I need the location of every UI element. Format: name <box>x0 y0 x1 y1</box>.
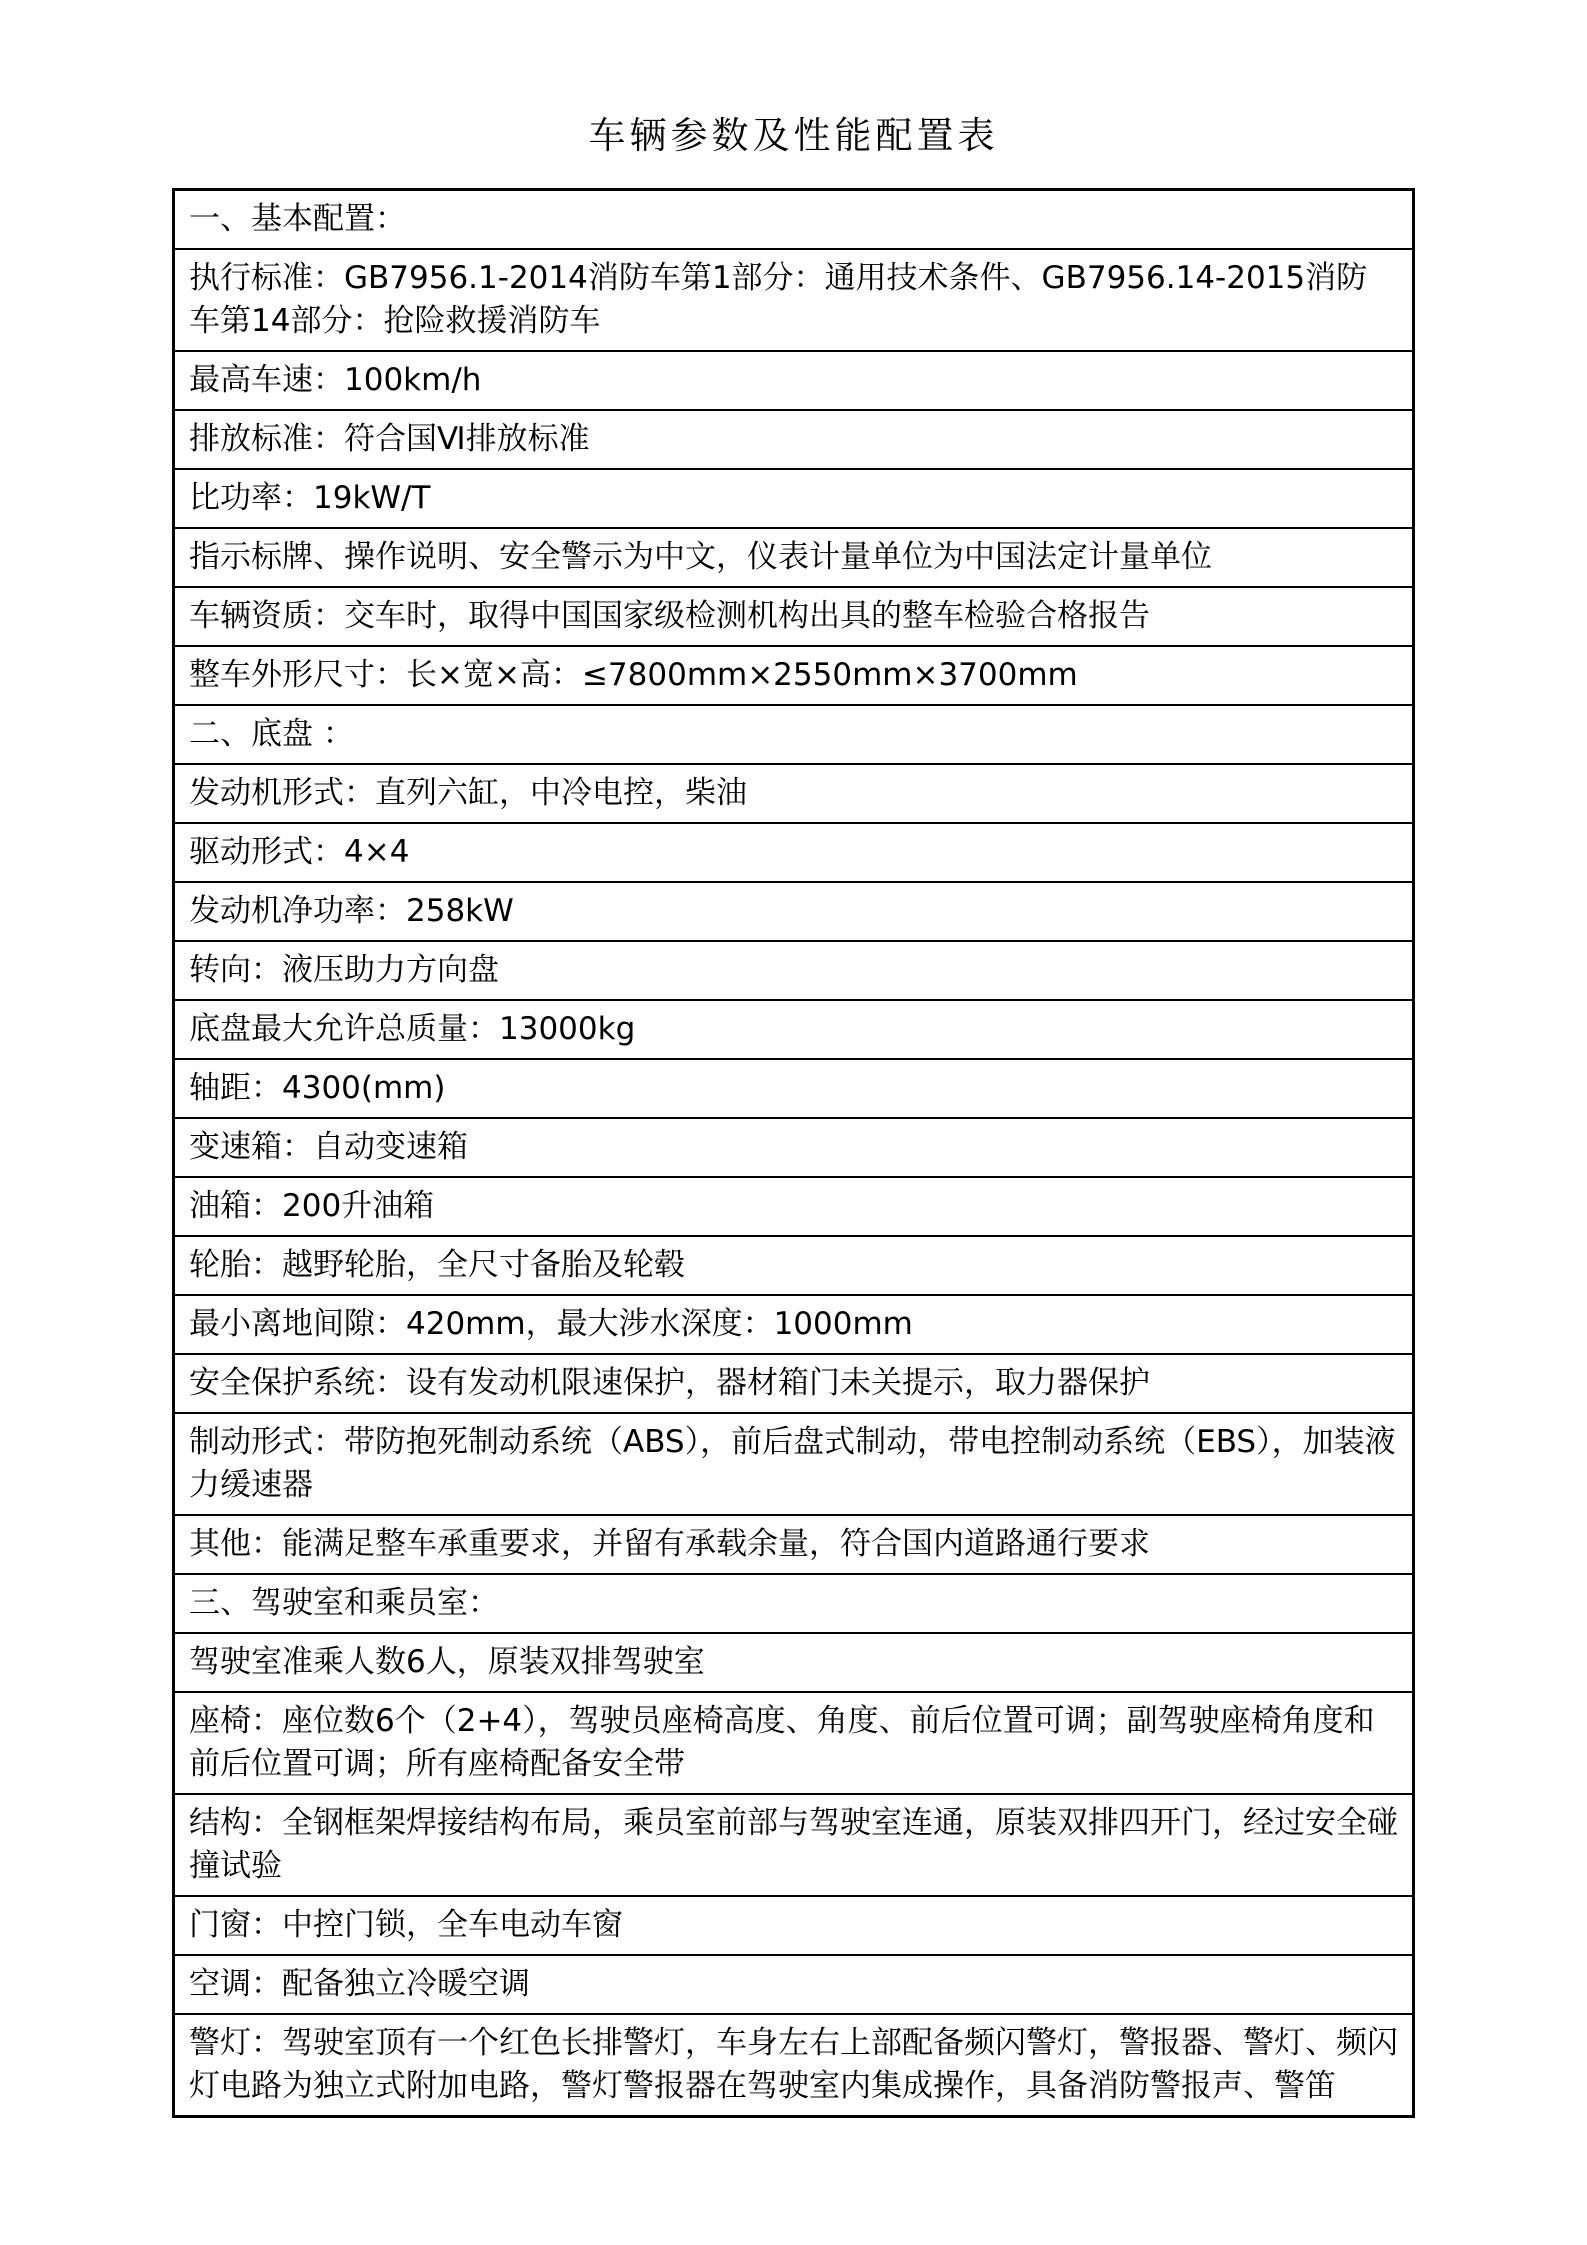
row-text: 驾驶室准乘人数6人，原装双排驾驶室 <box>189 1644 705 1680</box>
table-row-gearbox <box>175 1119 1412 1178</box>
table-row-air-conditioning <box>175 1956 1412 2015</box>
table-row-section-cab <box>175 1575 1412 1634</box>
table-row-steering <box>175 942 1412 1001</box>
row-text: 安全保护系统：设有发动机限速保护，器材箱门未关提示，取力器保护 <box>189 1365 1150 1401</box>
spec-table <box>172 188 1415 2118</box>
table-row-seats <box>175 1693 1412 1795</box>
row-text: 底盘最大允许总质量：13000kg <box>189 1011 636 1047</box>
row-text: 指示标牌、操作说明、安全警示为中文，仪表计量单位为中国法定计量单位 <box>189 539 1212 575</box>
row-text: 比功率：19kW/T <box>189 480 431 516</box>
row-text: 座椅：座位数6个（2+4），驾驶员座椅高度、角度、前后位置可调；副驾驶座椅角度和前后位置可调；所有座椅配备安全带 <box>189 1703 1375 1782</box>
row-text: 发动机形式：直列六缸，中冷电控，柴油 <box>189 775 747 811</box>
page-title: 车辆参数及性能配置表 <box>588 114 999 157</box>
row-text: 三、驾驶室和乘员室： <box>189 1585 499 1621</box>
table-row-warning-lights <box>175 2015 1412 2115</box>
table-row-doors-windows <box>175 1897 1412 1956</box>
row-text: 变速箱：自动变速箱 <box>189 1129 468 1165</box>
table-row-signage-language <box>175 529 1412 588</box>
table-row-other <box>175 1516 1412 1575</box>
row-text: 结构：全钢框架焊接结构布局，乘员室前部与驾驶室连通，原装双排四开门，经过安全碰撞试验 <box>189 1805 1398 1884</box>
row-text: 二、底盘 ： <box>189 716 354 752</box>
row-text: 排放标准：符合国Ⅵ排放标准 <box>189 421 590 457</box>
table-row-fuel-tank <box>175 1178 1412 1237</box>
table-row-power-to-weight <box>175 470 1412 529</box>
row-text: 最高车速：100km/h <box>189 362 482 398</box>
row-text: 执行标准：GB7956.1-2014消防车第1部分：通用技术条件、GB7956.14-2015消防车第14部分：抢险救援消防车 <box>189 260 1368 339</box>
row-text: 发动机净功率：258kW <box>189 893 514 929</box>
table-row-tires <box>175 1237 1412 1296</box>
row-text: 门窗：中控门锁，全车电动车窗 <box>189 1907 623 1943</box>
table-row-vehicle-qualification <box>175 588 1412 647</box>
row-text: 制动形式：带防抱死制动系统（ABS），前后盘式制动，带电控制动系统（EBS），加装液力缓速器 <box>189 1424 1396 1503</box>
row-text: 油箱：200升油箱 <box>189 1188 435 1224</box>
table-row-wheelbase <box>175 1060 1412 1119</box>
table-row-execution-standard <box>175 250 1412 352</box>
table-row-emission-standard <box>175 411 1412 470</box>
row-text: 整车外形尺寸：长×宽×高：≤7800mm×2550mm×3700mm <box>189 657 1078 693</box>
row-text: 一、基本配置： <box>189 201 406 237</box>
row-text: 转向：液压助力方向盘 <box>189 952 499 988</box>
table-row-safety-protection <box>175 1355 1412 1414</box>
table-row-ground-clearance <box>175 1296 1412 1355</box>
row-text: 车辆资质：交车时，取得中国国家级检测机构出具的整车检验合格报告 <box>189 598 1150 634</box>
table-row-structure <box>175 1795 1412 1897</box>
row-text: 空调：配备独立冷暖空调 <box>189 1966 530 2002</box>
row-text: 其他：能满足整车承重要求，并留有承载余量，符合国内道路通行要求 <box>189 1526 1150 1562</box>
row-text: 轴距：4300(mm) <box>189 1070 446 1106</box>
row-text: 警灯：驾驶室顶有一个红色长排警灯，车身左右上部配备频闪警灯，警报器、警灯、频闪灯电路为独立式附加电路，警灯警报器在驾驶室内集成操作，具备消防警报声、警笛 <box>189 2025 1398 2104</box>
row-text: 最小离地间隙：420mm，最大涉水深度：1000mm <box>189 1306 913 1342</box>
row-text: 驱动形式：4×4 <box>189 834 410 870</box>
table-row-chassis-max-weight <box>175 1001 1412 1060</box>
row-text: 轮胎：越野轮胎，全尺寸备胎及轮毂 <box>189 1247 685 1283</box>
table-row-section-basic-config <box>175 191 1412 250</box>
table-row-section-chassis <box>175 706 1412 765</box>
table-row-overall-dimensions <box>175 647 1412 706</box>
table-row-engine-net-power <box>175 883 1412 942</box>
table-row-braking-type <box>175 1414 1412 1516</box>
table-row-drive-type <box>175 824 1412 883</box>
table-row-engine-type <box>175 765 1412 824</box>
table-row-cab-capacity <box>175 1634 1412 1693</box>
table-row-max-speed <box>175 352 1412 411</box>
